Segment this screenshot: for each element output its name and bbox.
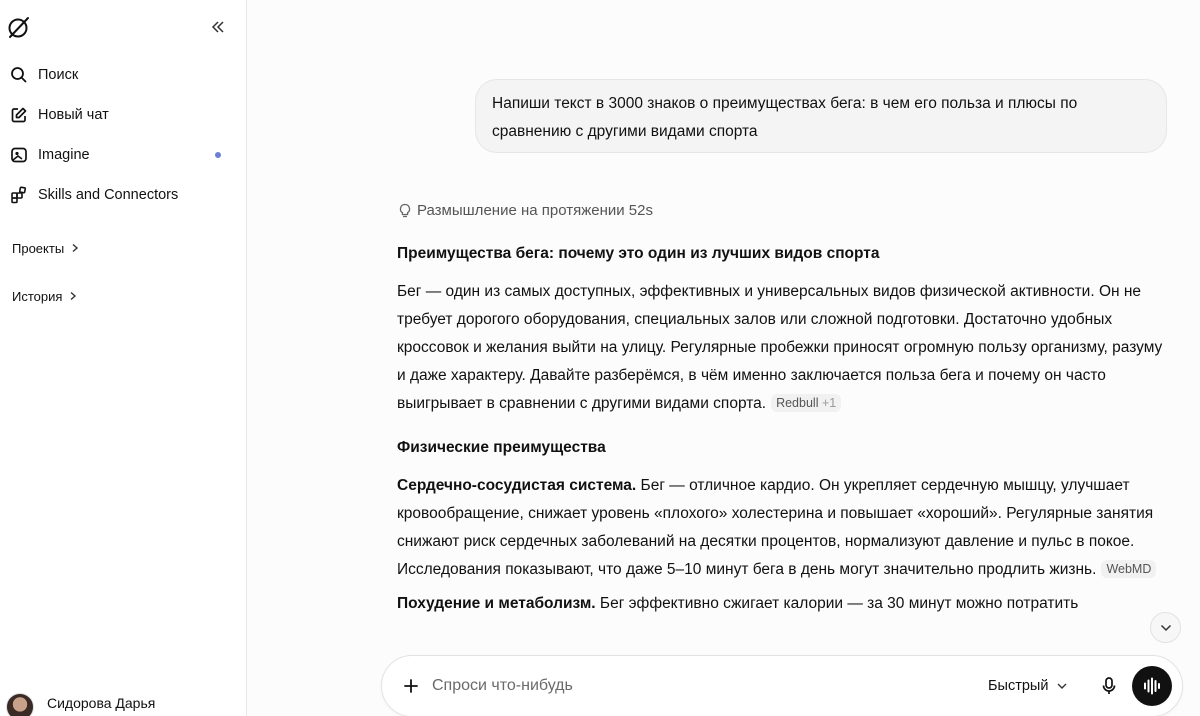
plus-icon[interactable] bbox=[402, 677, 420, 695]
citation-chip[interactable] bbox=[1101, 560, 1156, 578]
new-indicator-dot bbox=[215, 152, 221, 158]
sidebar-projects[interactable] bbox=[12, 238, 80, 258]
thinking-label: Размышление на протяжении 52s bbox=[417, 202, 653, 219]
chevron-down-icon bbox=[1159, 621, 1173, 635]
composer bbox=[381, 655, 1183, 716]
sidebar-item-label: Новый чат bbox=[38, 107, 109, 123]
sidebar-history[interactable] bbox=[12, 286, 78, 306]
chevron-right-icon bbox=[70, 243, 80, 253]
search-icon bbox=[10, 66, 28, 84]
thinking-toggle[interactable] bbox=[398, 202, 653, 219]
citation-source: WebMD bbox=[1106, 562, 1152, 576]
microphone-icon[interactable] bbox=[1100, 676, 1118, 696]
avatar bbox=[6, 693, 34, 716]
answer-paragraph-text: Бег — отличное кардио. Он укрепляет сердечную мышцу, улучшает кровообращение, снижает уровень «плохого» холестерина и повышает «хороший». Регулярные занятия снижают риск сердечных заболеваний на десятки процентов, нормализуют давление и пульс в покое. Исследования показывают, что даже 5–10 минут бега в день могут значительно продлить жизнь. bbox=[397, 477, 1154, 578]
user-profile[interactable] bbox=[6, 692, 236, 716]
answer-paragraph bbox=[397, 590, 1167, 618]
model-selector[interactable] bbox=[988, 675, 1068, 697]
assistant-answer bbox=[397, 240, 1167, 618]
history-label: История bbox=[12, 288, 63, 304]
edit-icon bbox=[10, 106, 28, 124]
citation-source: Redbull bbox=[776, 396, 819, 410]
voice-mode-button[interactable] bbox=[1132, 666, 1172, 706]
sidebar bbox=[0, 0, 247, 716]
projects-label: Проекты bbox=[12, 240, 65, 256]
waveform-icon bbox=[1142, 676, 1162, 696]
sidebar-item-search[interactable] bbox=[0, 55, 247, 95]
message-input[interactable] bbox=[432, 674, 952, 698]
chevron-down-icon bbox=[1056, 680, 1068, 692]
sidebar-item-skills[interactable] bbox=[0, 175, 247, 215]
logo-icon[interactable] bbox=[6, 14, 32, 40]
model-label: Быстрый bbox=[988, 678, 1049, 694]
sidebar-item-label: Поиск bbox=[38, 67, 79, 83]
image-icon bbox=[10, 146, 28, 164]
answer-title: Преимущества бега: почему это один из лучших видов спорта bbox=[397, 245, 880, 262]
scroll-down-button[interactable] bbox=[1150, 612, 1181, 643]
sidebar-item-label: Imagine bbox=[38, 147, 90, 163]
chevron-right-icon bbox=[68, 291, 78, 301]
sidebar-item-imagine[interactable] bbox=[0, 135, 247, 175]
user-name: Сидорова Дарья bbox=[47, 695, 156, 711]
apps-icon bbox=[10, 186, 28, 204]
answer-paragraph-text: Бег — один из самых доступных, эффективных и универсальных видов физической активности. Он не требует дорогого оборудования, специальных залов или сложной подготовки. Достаточно удобных кроссовок и желания выйти на улицу. Регулярные пробежки приносят огромную пользу организму, разуму и даже характеру. Давайте разберёмся, в чём именно заключается польза бега и почему он часто выигрывает в сравнении с другими видами спорта. bbox=[397, 283, 1163, 412]
lightbulb-icon bbox=[398, 203, 412, 219]
paragraph-lead: Похудение и метаболизм. bbox=[397, 595, 596, 612]
section-heading: Физические преимущества bbox=[397, 439, 606, 456]
answer-paragraph-text: Бег эффективно сжигает калории — за 30 минут можно потратить bbox=[595, 595, 1079, 612]
citation-more: +1 bbox=[821, 396, 837, 410]
sidebar-item-label: Skills and Connectors bbox=[38, 187, 179, 203]
user-message: Напиши текст в 3000 знаков о преимуществах бега: в чем его польза и плюсы по сравнению с другими видами спорта bbox=[475, 79, 1167, 153]
sidebar-item-new-chat[interactable] bbox=[0, 95, 247, 135]
collapse-sidebar-icon[interactable] bbox=[208, 17, 228, 37]
answer-paragraph bbox=[397, 472, 1167, 584]
answer-paragraph bbox=[397, 278, 1167, 418]
paragraph-lead: Сердечно-сосудистая система. bbox=[397, 477, 637, 494]
citation-chip[interactable] bbox=[771, 394, 841, 412]
chat-area bbox=[248, 0, 1200, 716]
